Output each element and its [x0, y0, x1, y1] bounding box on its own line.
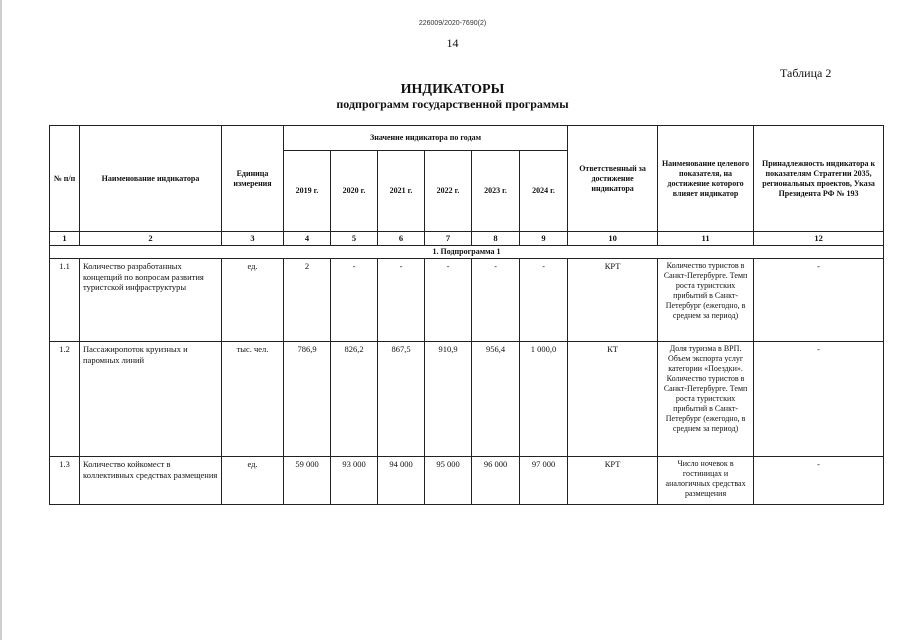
row-unit: тыс. чел. — [222, 342, 284, 457]
row-strategy: - — [754, 342, 884, 457]
column-numbers-row — [50, 232, 884, 246]
column-number: 8 — [472, 232, 520, 246]
table-header-row — [50, 126, 884, 151]
page-subtitle: подпрограмм государственной программы — [336, 97, 569, 111]
table-row — [50, 259, 884, 342]
header-year: 2019 г. — [284, 151, 331, 232]
header-year: 2020 г. — [331, 151, 378, 232]
document-id: 226009/2020-7690(2) — [418, 20, 487, 27]
header-year: 2022 г. — [425, 151, 472, 232]
row-responsible: КТ — [568, 342, 658, 457]
row-value: - — [425, 259, 472, 342]
row-value: 956,4 — [472, 342, 520, 457]
row-value: 94 000 — [378, 457, 425, 505]
section-title: 1. Подпрограмма 1 — [50, 246, 884, 259]
row-name: Количество койкомест в коллективных средствах размещения — [80, 457, 222, 505]
row-value: 867,5 — [378, 342, 425, 457]
row-value: 97 000 — [520, 457, 568, 505]
row-target: Доля туризма в ВРП. Объем экспорта услуг категории «Поездки». Количество туристов в Санкт-Петербурге. Темп роста туристских прибытий в Санкт-Петербург (ежегодно, в среднем за период) — [658, 342, 754, 457]
row-value: 786,9 — [284, 342, 331, 457]
header-year: 2024 г. — [520, 151, 568, 232]
header-num: № п/п — [50, 126, 80, 232]
page-number: 14 — [446, 36, 459, 50]
column-number: 3 — [222, 232, 284, 246]
table-row — [50, 342, 884, 457]
row-value: - — [331, 259, 378, 342]
header-year: 2023 г. — [472, 151, 520, 232]
row-target: Количество туристов в Санкт-Петербурге. Темп роста туристских прибытий в Санкт-Петербург (ежегодно, в среднем за период) — [658, 259, 754, 342]
header-target: Наименование целевого показателя, на достижение которого влияет индикатор — [658, 126, 754, 232]
header-values-group: Значение индикатора по годам — [284, 126, 568, 151]
row-target: Число ночевок в гостиницах и аналогичных средствах размещения — [658, 457, 754, 505]
row-responsible: КРТ — [568, 457, 658, 505]
row-value: 910,9 — [425, 342, 472, 457]
row-unit: ед. — [222, 457, 284, 505]
indicators-table — [49, 125, 884, 505]
column-number: 6 — [378, 232, 425, 246]
row-name: Пассажиропоток круизных и паромных линий — [80, 342, 222, 457]
row-value: - — [472, 259, 520, 342]
row-unit: ед. — [222, 259, 284, 342]
column-number: 5 — [331, 232, 378, 246]
column-number: 12 — [754, 232, 884, 246]
column-number: 4 — [284, 232, 331, 246]
header-year: 2021 г. — [378, 151, 425, 232]
row-num: 1.2 — [50, 342, 80, 457]
section-row — [50, 246, 884, 259]
row-strategy: - — [754, 457, 884, 505]
row-value: 1 000,0 — [520, 342, 568, 457]
row-value: - — [378, 259, 425, 342]
header-unit: Единица измерения — [222, 126, 284, 232]
row-value: 93 000 — [331, 457, 378, 505]
row-num: 1.3 — [50, 457, 80, 505]
header-responsible: Ответственный за достижение индикатора — [568, 126, 658, 232]
table-row — [50, 457, 884, 505]
row-responsible: КРТ — [568, 259, 658, 342]
column-number: 2 — [80, 232, 222, 246]
row-value: 95 000 — [425, 457, 472, 505]
row-strategy: - — [754, 259, 884, 342]
table-label: Таблица 2 — [780, 66, 832, 80]
row-name: Количество разработанных концепций по вопросам развития туристской инфраструктуры — [80, 259, 222, 342]
header-strategy: Принадлежность индикатора к показателям Стратегии 2035, региональных проектов, Указа Президента РФ № 193 — [754, 126, 884, 232]
row-num: 1.1 — [50, 259, 80, 342]
column-number: 10 — [568, 232, 658, 246]
row-value: - — [520, 259, 568, 342]
column-number: 11 — [658, 232, 754, 246]
column-number: 1 — [50, 232, 80, 246]
column-number: 9 — [520, 232, 568, 246]
header-name: Наименование индикатора — [80, 126, 222, 232]
row-value: 96 000 — [472, 457, 520, 505]
column-number: 7 — [425, 232, 472, 246]
row-value: 59 000 — [284, 457, 331, 505]
page-title: ИНДИКАТОРЫ — [400, 82, 505, 97]
row-value: 2 — [284, 259, 331, 342]
row-value: 826,2 — [331, 342, 378, 457]
